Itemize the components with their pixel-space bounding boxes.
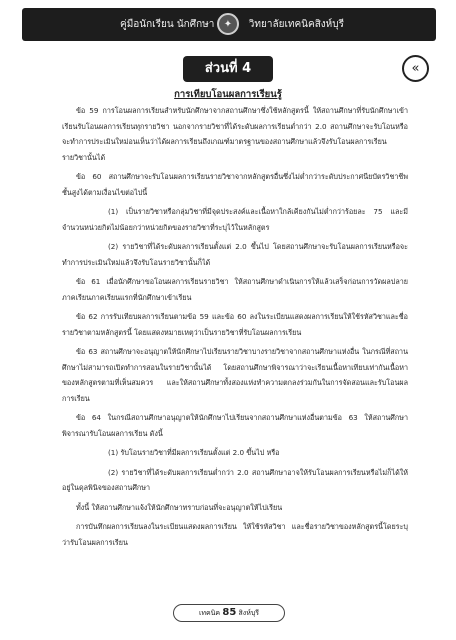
page-number: 85: [222, 607, 237, 618]
header-left-text: คู่มือนักเรียน นักศึกษา: [120, 19, 215, 30]
section-badge: ส่วนที่ 4: [183, 56, 273, 82]
paragraph-64-item-1: (1) รับโอนรายวิชาที่มีผลการเรียนตั้งแต่ 2.0 ขึ้นไป หรือ: [108, 448, 280, 457]
paragraph-record: การบันทึกผลการเรียนลงในระเบียนแสดงผลการเรียน ให้ใช้รหัสวิชา และชื่อรายวิชาของหลักสูตรนี้โดยระบุว่ารับโอนผลการเรียน: [62, 522, 408, 547]
double-chevron-left-icon[interactable]: «: [402, 55, 429, 82]
footer-label: เทคนิค: [198, 609, 221, 617]
footer-suffix: สิงห์บุรี: [238, 609, 260, 617]
page-title: การเทียบโอนผลการเรียนรู้: [174, 89, 282, 100]
paragraph-63: ข้อ 63 สถานศึกษาจะอนุญาตให้นักศึกษาไปเรียนรายวิชาบางรายวิชาจากสถานศึกษาแห่งอื่น ในกรณีที่สถานศึกษาไม่สามารถเปิดทำการสอนในรายวิชานั้นได้ โดยสถานศึกษาพิจารณาว่าจะเรียนเนื้อหาเทียบเท่ากันเนื้อหาของหลักสูตรตามที่เห็นสมควร และให้สถานศึกษาทั้งสองแห่งทำความตกลงร่วมกันในการจัดสอนและรับโอนผลการเรียน: [62, 347, 408, 403]
page-header: [22, 8, 436, 41]
college-emblem-icon: ✦: [217, 13, 239, 35]
paragraph-60: ข้อ 60 สถานศึกษาจะรับโอนผลการเรียนรายวิชาจากหลักสูตรอื่นซึ่งไม่ต่ำกว่าระดับประกาศนียบัตรวิชาชีพชั้นสูงได้ตามเงื่อนไขต่อไปนี้: [62, 172, 408, 197]
document-body: [62, 103, 408, 554]
paragraph-64-item-2: (2) รายวิชาที่ได้ระดับผลการเรียนต่ำกว่า 2.0 สถานศึกษาอาจให้รับโอนผลการเรียนหรือไม่ก็ได้ให้อยู่ในดุลพินิจของสถานศึกษา: [62, 467, 408, 492]
paragraph-61: ข้อ 61 เมื่อนักศึกษาขอโอนผลการเรียนรายวิชา ให้สถานศึกษาดำเนินการให้แล้วเสร็จก่อนการวัดผลปลายภาคเรียนภาคเรียนแรกที่นักศึกษาเข้าเรียน: [62, 277, 408, 302]
page-footer: [173, 604, 285, 622]
paragraph-60-item-1: (1) เป็นรายวิชาหรือกลุ่มวิชาที่มีจุดประสงค์และเนื้อหาใกล้เคียงกันไม่ต่ำกว่าร้อยละ 75 และมีจำนวนหน่วยกิตไม่น้อยกว่าหน่วยกิตของรายวิชาที่ระบุไว้ในหลักสูตร: [62, 207, 408, 232]
paragraph-59: ข้อ 59 การโอนผลการเรียนสำหรับนักศึกษาจากสถานศึกษาซึ่งใช้หลักสูตรนี้ ให้สถานศึกษาที่รับนักศึกษาเข้าเรียนรับโอนผลการเรียนทุกรายวิชา นอกจากรายวิชาที่ได้ระดับผลการเรียนต่ำกว่า 2.0 สถานศึกษาจะรับโอนหรือจะทำการประเมินใหม่อนเห็นว่าได้ผลการเรียนถึงเกณฑ์มาตรฐานของสถานศึกษาแล้วจึงรับโอนผลการเรียนรายวิชานั้นได้: [62, 106, 408, 162]
paragraph-64: ข้อ 64 ในกรณีสถานศึกษาอนุญาตให้นักศึกษาไปเรียนจากสถานศึกษาแห่งอื่นตามข้อ 63 ให้สถานศึกษาพิจารณารับโอนผลการเรียน ดังนี้: [62, 413, 408, 438]
paragraph-60-item-2: (2) รายวิชาที่ได้ระดับผลการเรียนตั้งแต่ 2.0 ขึ้นไป โดยสถานศึกษาจะรับโอนผลการเรียนหรือจะทำการประเมินใหม่แล้วจึงรับโอนรายวิชานั้นก็ได้: [62, 242, 408, 267]
paragraph-note: ทั้งนี้ ให้สถานศึกษาแจ้งให้นักศึกษาทราบก่อนที่จะอนุญาตให้ไปเรียน: [76, 502, 283, 512]
header-right-text: วิทยาลัยเทคนิคสิงห์บุรี: [248, 19, 344, 30]
paragraph-62: ข้อ 62 การรับเทียบผลการเรียนตามข้อ 59 และข้อ 60 ลงในระเบียนแสดงผลการเรียนให้ใช้รหัสวิชาและชื่อรายวิชาตามหลักสูตรนี้ โดยแสดงหมายเหตุว่าเป็นรายวิชาที่รับโอนผลการเรียน: [62, 312, 408, 337]
